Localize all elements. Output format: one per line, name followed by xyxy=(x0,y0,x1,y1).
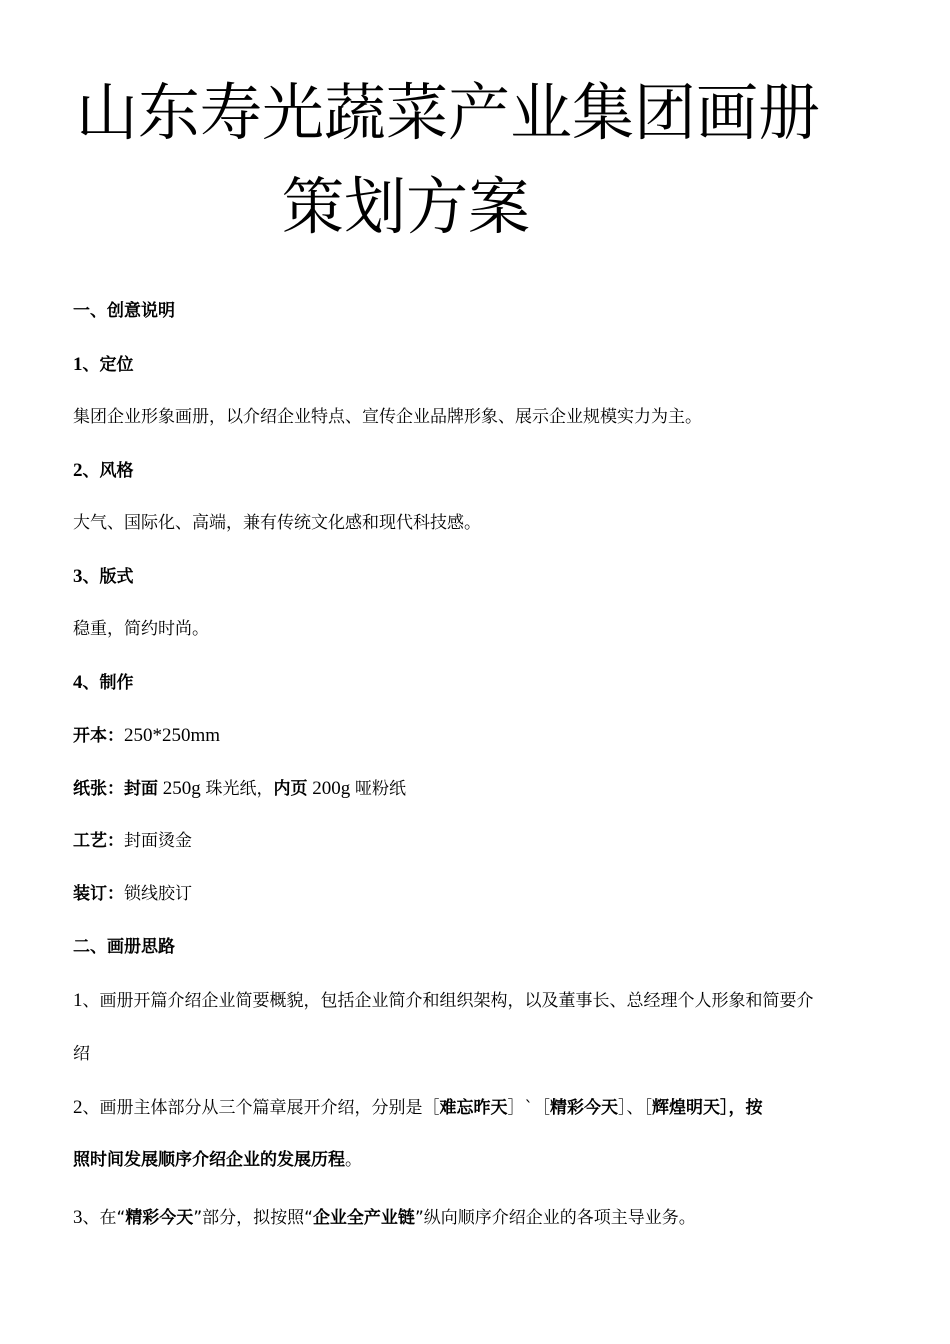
subheading-text: 、版式 xyxy=(82,567,134,587)
paragraph-text: 、画册开篇介绍企业简要概貌，包括企业简介和组织架构，以及董事长、总经理个人形象和简要介 xyxy=(82,991,814,1011)
document-title-line-2: 策划方案 xyxy=(282,170,531,243)
paragraph-text: 、画册主体部分从三个篇章展开介绍，分别是［ xyxy=(82,1098,440,1118)
subheading-number: 2 xyxy=(73,460,83,481)
concept-paragraph-1-line-2: 绍 xyxy=(73,1044,90,1064)
paragraph-text: ”纵向顺序介绍企业的各项主导业务。 xyxy=(414,1208,696,1228)
paragraph-text: ］`［ xyxy=(507,1098,550,1118)
subheading-text: 、定位 xyxy=(82,355,134,375)
spec-paper xyxy=(73,777,406,802)
spec-value: 锁线胶订 xyxy=(124,884,192,904)
paper-inner-weight: 200g xyxy=(307,778,355,799)
spec-value: 250*250mm xyxy=(124,725,221,746)
spec-craft xyxy=(73,830,192,852)
paragraph-number: 2 xyxy=(73,1097,83,1118)
spec-value: 封面烫金 xyxy=(124,831,192,851)
paper-cover-weight: 250g xyxy=(158,778,206,799)
paragraph-text: ”部分，拟按照“ xyxy=(193,1208,313,1228)
chapter-name: 精彩今天 xyxy=(125,1208,194,1228)
paper-inner-type: 哑粉纸 xyxy=(355,779,406,799)
spec-label: 装订： xyxy=(73,884,124,904)
positioning-body: 集团企业形象画册，以介绍企业特点、宣传企业品牌形象、展示企业规模实力为主。 xyxy=(73,407,702,427)
subheading-positioning xyxy=(73,353,134,378)
concept-paragraph-2-line-2 xyxy=(73,1149,362,1171)
paragraph-number: 3 xyxy=(73,1207,83,1228)
section-heading-album-concept: 二、画册思路 xyxy=(73,937,175,957)
subheading-number: 1 xyxy=(73,354,83,375)
paragraph-text: ］、［ xyxy=(618,1098,652,1118)
spec-label: 纸张： xyxy=(73,779,124,799)
paragraph-text-bold: ］，按 xyxy=(720,1098,763,1118)
paragraph-text: 。 xyxy=(345,1150,362,1170)
subheading-production xyxy=(73,671,134,696)
spec-format xyxy=(73,724,220,749)
subheading-style xyxy=(73,459,134,484)
spec-label: 开本： xyxy=(73,726,124,746)
paper-cover-type: 珠光纸， xyxy=(205,779,274,799)
chapter-name: 精彩今天 xyxy=(550,1098,618,1118)
spec-label: 工艺： xyxy=(73,831,124,851)
document-title-line-1: 山东寿光蔬菜产业集团画册 xyxy=(76,76,821,149)
concept-paragraph-2-line-1 xyxy=(73,1096,763,1121)
section-heading-creative: 一、创意说明 xyxy=(73,301,175,321)
key-phrase: 企业全产业链 xyxy=(312,1208,415,1228)
paragraph-text-bold: 照时间发展顺序介绍企业的发展历程 xyxy=(73,1150,345,1170)
subheading-text: 、风格 xyxy=(82,461,134,481)
subheading-layout xyxy=(73,565,134,590)
chapter-name: 辉煌明天 xyxy=(652,1098,720,1118)
paper-cover-label: 封面 xyxy=(124,779,158,799)
style-body: 大气、国际化、高端，兼有传统文化感和现代科技感。 xyxy=(73,513,481,533)
paper-inner-label: 内页 xyxy=(273,779,308,799)
concept-paragraph-1-line-1 xyxy=(73,989,814,1014)
paragraph-number: 1 xyxy=(73,990,83,1011)
spec-binding xyxy=(73,883,192,905)
paragraph-text: 、在“ xyxy=(82,1208,126,1228)
subheading-number: 4 xyxy=(73,672,83,693)
layout-body: 稳重，简约时尚。 xyxy=(73,619,209,639)
chapter-name: 难忘昨天 xyxy=(439,1098,508,1118)
concept-paragraph-3 xyxy=(73,1206,696,1231)
subheading-number: 3 xyxy=(73,566,83,587)
subheading-text: 、制作 xyxy=(82,673,134,693)
